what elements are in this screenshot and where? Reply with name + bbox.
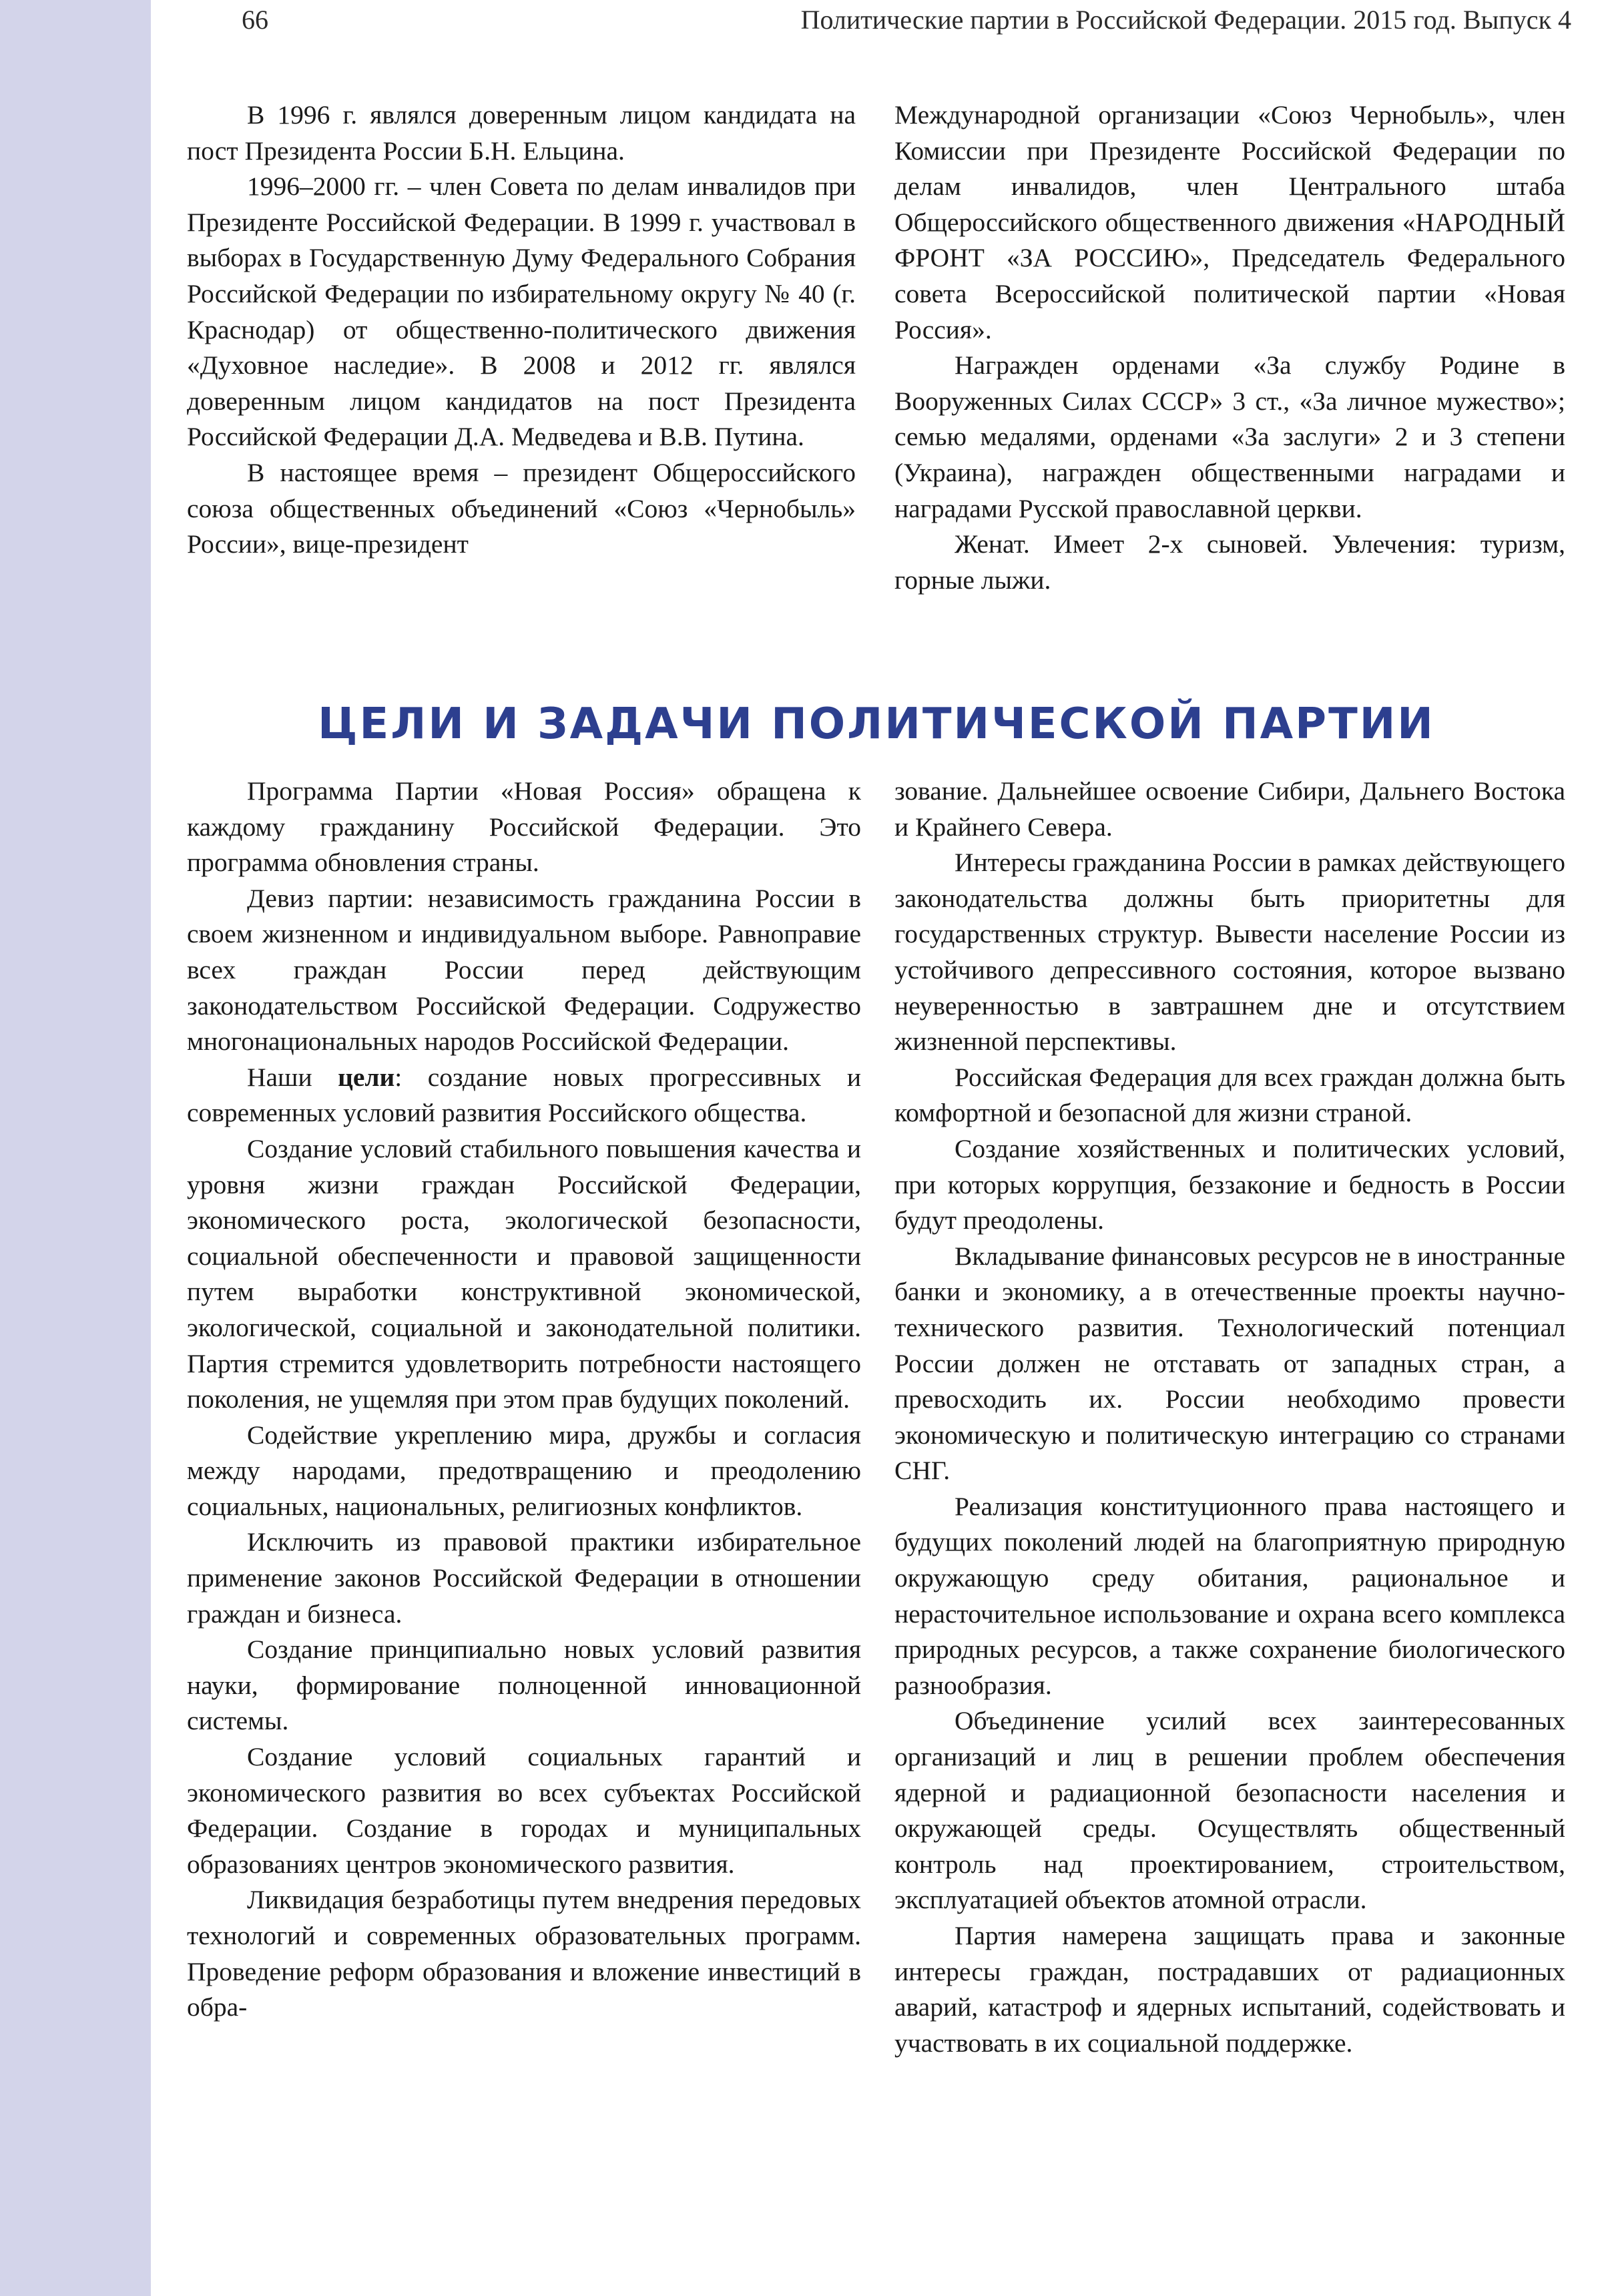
section-heading: ЦЕЛИ И ЗАДАЧИ ПОЛИТИЧЕСКОЙ ПАРТИИ xyxy=(318,699,1435,749)
paragraph: Вкладывание финансовых ресурсов не в иностранные банки и экономику, а в отечественные проекты научно-технического развития. Технологический потенциал России должен не отставать от западных стран, а превосходить их. России необходимо провести экономическую и политическую интеграцию со странами СНГ. xyxy=(894,1241,1565,1486)
goals-column-right xyxy=(894,774,1565,2061)
left-margin-band xyxy=(0,0,151,2296)
paragraph: 1996–2000 гг. – член Совета по делам инвалидов при Президенте Российской Федерации. В 1999 г. участвовал в выборах в Государственную Думу Федерального Собрания Российской Федерации по избирательному округу № 40 (г. Краснодар) от общественно-политического движения «Духовное наследие». В 2008 и 2012 гг. являлся доверенным лицом кандидатов на пост Президента Российской Федерации Д.А. Медведева и В.В. Путина. xyxy=(187,172,856,452)
page-number: 66 xyxy=(242,5,268,35)
biography-column-left xyxy=(187,97,856,563)
goals-prefix: Наши xyxy=(247,1062,338,1092)
biography-column-right xyxy=(894,97,1565,598)
paragraph: Российская Федерация для всех граждан должна быть комфортной и безопасной для жизни страной. xyxy=(894,1062,1565,1128)
paragraph: Создание условий социальных гарантий и экономического развития во всех субъектах Российской Федерации. Создание в городах и муниципальных образованиях центров экономического развития. xyxy=(187,1742,861,1879)
paragraph: В настоящее время – президент Общероссийского союза общественных объединений «Союз «Чернобыль» России», вице-президент xyxy=(187,457,856,559)
paragraph: Создание условий стабильного повышения качества и уровня жизни граждан Российской Федерации, экономического роста, экологической безопасности, социальной обеспеченности и правовой защищенности путем выработки конструктивной экономической, экологической, социальной и законодательной политики. Партия стремится удовлетворить потребности настоящего поколения, не ущемляя при этом прав будущих поколений. xyxy=(187,1133,861,1414)
goals-suffix: : создание новых прогрессивных и современных условий развития Российского общества. xyxy=(187,1062,861,1128)
paragraph: Создание хозяйственных и политических условий, при которых коррупция, беззаконие и бедность в России будут преодолены. xyxy=(894,1133,1565,1235)
paragraph: Женат. Имеет 2-х сыновей. Увлечения: туризм, горные лыжи. xyxy=(894,529,1565,595)
paragraph: Содействие укреплению мира, дружбы и согласия между народами, предотвращению и преодолению социальных, национальных, религиозных конфликтов. xyxy=(187,1420,861,1521)
goals-column-left xyxy=(187,774,861,2026)
paragraph: В 1996 г. являлся доверенным лицом кандидата на пост Президента России Б.Н. Ельцина. xyxy=(187,100,856,166)
paragraph-continuation: Международной организации «Союз Чернобыль», член Комиссии при Президенте Российской Федерации по делам инвалидов, член Центрального штаба Общероссийского общественного движения «НАРОДНЫЙ ФРОНТ «ЗА РОССИЮ», Председатель Федерального совета Всероссийской политической партии «Новая Россия». xyxy=(894,100,1565,344)
paragraph: Исключить из правовой практики избирательное применение законов Российской Федерации в отношении граждан и бизнеса. xyxy=(187,1527,861,1629)
paragraph-continuation: зование. Дальнейшее освоение Сибири, Дальнего Востока и Крайнего Севера. xyxy=(894,776,1565,842)
paragraph: Создание принципиально новых условий развития науки, формирование полноценной инновационной системы. xyxy=(187,1635,861,1736)
paragraph: Девиз партии: независимость гражданина России в своем жизненном и индивидуальном выборе. Равноправие всех граждан России перед действующим законодательством Российской Федерации. Содружество многонациональных народов Российской Федерации. xyxy=(187,883,861,1057)
paragraph: Программа Партии «Новая Россия» обращена к каждому гражданину Российской Федерации. Это программа обновления страны. xyxy=(187,776,861,878)
paragraph: Объединение усилий всех заинтересованных организаций и лиц в решении проблем обеспечения ядерной и радиационной безопасности населения и окружающей среды. Осуществлять общественный контроль над проектированием, строительством, эксплуатацией объектов атомной отрасли. xyxy=(894,1706,1565,1915)
goals-paragraph xyxy=(187,1060,861,1131)
paragraph: Интересы гражданина России в рамках действующего законодательства должны быть приоритетны для государственных структур. Вывести население России из устойчивого депрессивного состояния, которое вызвано неуверенностью в завтрашнем дне и отсутствием жизненной перспективы. xyxy=(894,848,1565,1057)
paragraph: Партия намерена защищать права и законные интересы граждан, пострадавших от радиационных аварий, катастроф и ядерных испытаний, содействовать и участвовать в их социальной поддержке. xyxy=(894,1921,1565,2058)
paragraph: Реализация конституционного права настоящего и будущих поколений людей на благоприятную природную окружающую среду обитания, рациональное и нерасточительное использование и охрана всего комплекса природных ресурсов, а также сохранение биологического разнообразия. xyxy=(894,1491,1565,1700)
paragraph: Ликвидация безработицы путем внедрения передовых технологий и современных образовательных программ. Проведение реформ образования и вложение инвестиций в обра- xyxy=(187,1885,861,2022)
goals-bold-word: цели xyxy=(338,1062,395,1092)
paragraph: Награжден орденами «За службу Родине в Вооруженных Силах СССР» 3 ст., «За личное мужество»; семью медалями, орденами «За заслуги» 2 и 3 степени (Украина), награжден общественными наградами и наградами Русской православной церкви. xyxy=(894,350,1565,523)
running-title: Политические партии в Российской Федерации. 2015 год. Выпуск 4 xyxy=(800,5,1571,35)
page-header xyxy=(151,0,1602,83)
